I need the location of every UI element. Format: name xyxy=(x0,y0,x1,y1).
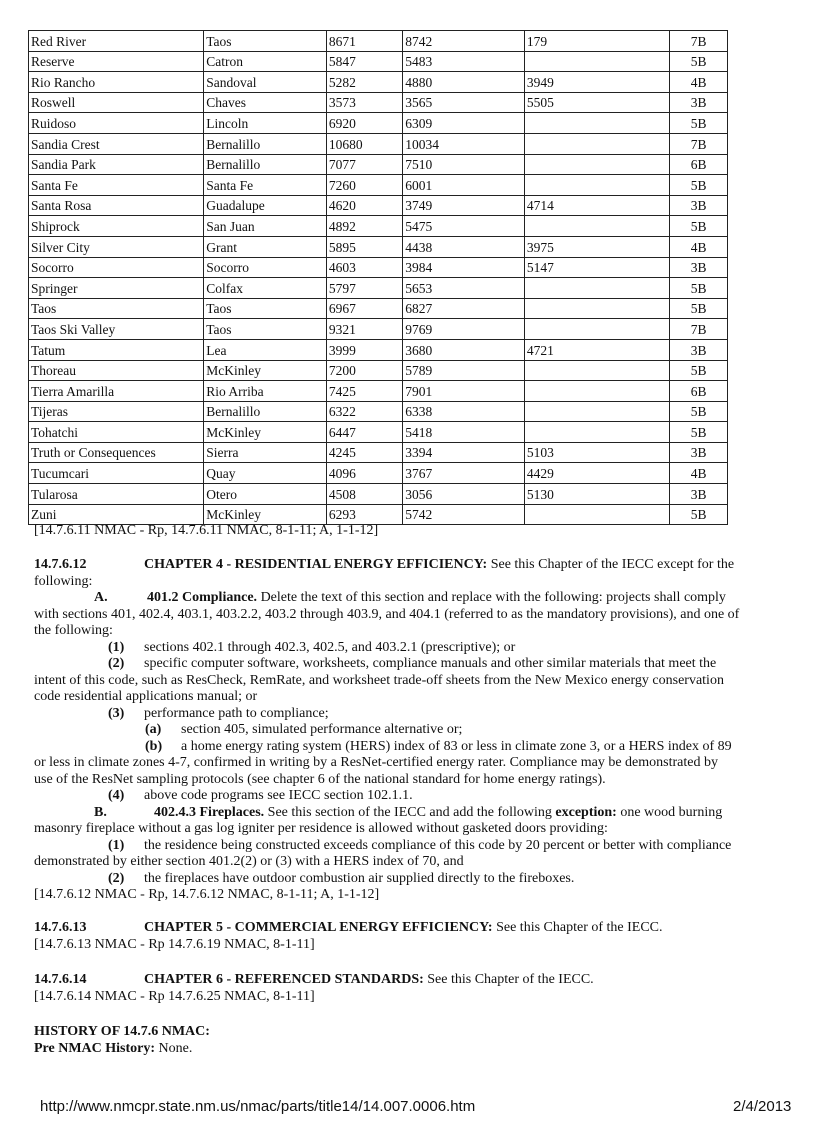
value3-cell: 5130 xyxy=(524,484,669,505)
section-text: See this Chapter of the IECC. xyxy=(496,920,663,935)
table-row xyxy=(29,442,728,463)
value3-cell: 5505 xyxy=(524,92,669,113)
history-block xyxy=(34,1024,782,1057)
county-cell: Santa Fe xyxy=(204,175,327,196)
county-cell: McKinley xyxy=(204,504,327,525)
climate-zone-cell: 6B xyxy=(670,381,728,402)
value2-cell: 5653 xyxy=(403,278,525,299)
table-row xyxy=(29,422,728,443)
city-cell: Socorro xyxy=(29,257,204,278)
value3-cell: 4714 xyxy=(524,195,669,216)
section-13-history: [14.7.6.13 NMAC - Rp 14.7.6.19 NMAC, 8-1-11] xyxy=(34,936,315,952)
subsection-a-text-3: the following: xyxy=(34,623,113,638)
county-cell: Socorro xyxy=(204,257,327,278)
value2-cell: 3767 xyxy=(403,463,525,484)
table-row xyxy=(29,154,728,175)
value2-cell: 6309 xyxy=(403,113,525,134)
city-cell: Truth or Consequences xyxy=(29,442,204,463)
value2-cell: 7510 xyxy=(403,154,525,175)
table-row xyxy=(29,216,728,237)
county-cell: McKinley xyxy=(204,360,327,381)
climate-zone-cell: 4B xyxy=(670,463,728,484)
section-intro-cont: following: xyxy=(34,573,93,589)
item-1 xyxy=(34,640,782,657)
item-3a xyxy=(34,722,782,739)
city-cell: Santa Fe xyxy=(29,175,204,196)
item-3a-text: section 405, simulated performance alternative or; xyxy=(181,722,463,737)
county-cell: Taos xyxy=(204,31,327,52)
climate-zone-cell: 5B xyxy=(670,113,728,134)
subsection-a-title: 401.2 Compliance. xyxy=(147,590,258,605)
section-number: 14.7.6.12 xyxy=(34,557,87,572)
elevation-cell: 4620 xyxy=(326,195,402,216)
climate-zone-cell: 3B xyxy=(670,484,728,505)
climate-zone-cell: 4B xyxy=(670,236,728,257)
elevation-cell: 8671 xyxy=(326,31,402,52)
city-cell: Tularosa xyxy=(29,484,204,505)
subsection-b-text: See this section of the IECC and add the following xyxy=(267,804,552,820)
b-item-2-label: (2) xyxy=(108,870,125,886)
elevation-cell: 3573 xyxy=(326,92,402,113)
subsection-b-label: B. xyxy=(94,804,107,820)
county-cell: Lea xyxy=(204,339,327,360)
value2-cell: 5483 xyxy=(403,51,525,72)
county-cell: Colfax xyxy=(204,278,327,299)
county-cell: Bernalillo xyxy=(204,154,327,175)
city-cell: Sandia Crest xyxy=(29,133,204,154)
table-row xyxy=(29,298,728,319)
climate-zone-cell: 3B xyxy=(670,92,728,113)
value2-cell: 5789 xyxy=(403,360,525,381)
subsection-a-text: Delete the text of this section and replace with the following: projects shall comply xyxy=(260,590,726,605)
subsection-b-title: 402.4.3 Fireplaces. xyxy=(154,804,265,820)
climate-zone-cell: 5B xyxy=(670,298,728,319)
table-row xyxy=(29,72,728,93)
climate-zone-cell: 5B xyxy=(670,278,728,299)
item-1-label: (1) xyxy=(108,639,125,655)
table-row xyxy=(29,484,728,505)
subsection-a-text-2: with sections 401, 402.4, 403.1, 403.2.2, 403.2 through 403.9, and 404.1 (referred to as the mandatory provisions), and one of xyxy=(34,606,740,622)
subsection-b-text-3: masonry fireplace without a gas log igniter per residence is allowed without gasketed doors providing: xyxy=(34,821,608,836)
city-cell: Tatum xyxy=(29,339,204,360)
elevation-cell: 7200 xyxy=(326,360,402,381)
section-12-history: [14.7.6.12 NMAC - Rp, 14.7.6.12 NMAC, 8-1-11; A, 1-1-12] xyxy=(34,887,380,902)
table-row xyxy=(29,401,728,422)
pre-nmac-label: Pre NMAC History: xyxy=(34,1040,156,1056)
city-cell: Red River xyxy=(29,31,204,52)
value2-cell: 4438 xyxy=(403,236,525,257)
county-cell: Guadalupe xyxy=(204,195,327,216)
county-cell: Rio Arriba xyxy=(204,381,327,402)
value3-cell xyxy=(524,422,669,443)
item-2-text: specific computer software, worksheets, compliance manuals and other similar materials that meet the xyxy=(144,656,717,671)
table-row xyxy=(29,92,728,113)
city-cell: Tijeras xyxy=(29,401,204,422)
city-cell: Zuni xyxy=(29,504,204,525)
elevation-cell: 5847 xyxy=(326,51,402,72)
county-cell: McKinley xyxy=(204,422,327,443)
elevation-cell: 4603 xyxy=(326,257,402,278)
city-cell: Roswell xyxy=(29,92,204,113)
value2-cell: 3565 xyxy=(403,92,525,113)
city-cell: Reserve xyxy=(29,51,204,72)
value2-cell: 7901 xyxy=(403,381,525,402)
table-row xyxy=(29,51,728,72)
subsection-b-exception: exception: xyxy=(555,804,617,820)
subsection-b xyxy=(34,805,782,822)
value3-cell xyxy=(524,51,669,72)
climate-zone-cell: 6B xyxy=(670,154,728,175)
value2-cell: 4880 xyxy=(403,72,525,93)
section-title: CHAPTER 5 - COMMERCIAL ENERGY EFFICIENCY: xyxy=(144,920,493,935)
value3-cell xyxy=(524,133,669,154)
elevation-cell: 6967 xyxy=(326,298,402,319)
county-cell: San Juan xyxy=(204,216,327,237)
county-cell: Taos xyxy=(204,298,327,319)
section-heading-line xyxy=(34,557,782,574)
value3-cell: 5147 xyxy=(524,257,669,278)
elevation-cell: 10680 xyxy=(326,133,402,154)
section-14-7-6-13 xyxy=(34,920,782,953)
county-cell: Quay xyxy=(204,463,327,484)
climate-zone-cell: 3B xyxy=(670,257,728,278)
value2-cell: 3749 xyxy=(403,195,525,216)
table-row xyxy=(29,463,728,484)
value3-cell xyxy=(524,175,669,196)
value3-cell xyxy=(524,298,669,319)
county-cell: Grant xyxy=(204,236,327,257)
item-3 xyxy=(34,706,782,723)
b-item-1-text: the residence being constructed exceeds compliance of this code by 20 percent or better with compliance xyxy=(144,837,732,853)
table-row xyxy=(29,504,728,525)
city-cell: Taos Ski Valley xyxy=(29,319,204,340)
section-intro: See this Chapter of the IECC except for the xyxy=(490,557,735,572)
city-cell: Sandia Park xyxy=(29,154,204,175)
climate-zone-cell: 3B xyxy=(670,339,728,360)
city-cell: Shiprock xyxy=(29,216,204,237)
climate-zone-cell: 7B xyxy=(670,319,728,340)
footer-url[interactable]: http://www.nmcpr.state.nm.us/nmac/parts/title14/14.007.0006.htm xyxy=(40,1098,476,1115)
section-text: See this Chapter of the IECC. xyxy=(427,972,594,987)
county-cell: Bernalillo xyxy=(204,401,327,422)
climate-zone-cell: 5B xyxy=(670,401,728,422)
b-item-1-label: (1) xyxy=(108,837,125,853)
value3-cell xyxy=(524,360,669,381)
table-row xyxy=(29,195,728,216)
item-4-label: (4) xyxy=(108,788,125,803)
county-cell: Sandoval xyxy=(204,72,327,93)
elevation-cell: 7077 xyxy=(326,154,402,175)
item-1-text: sections 402.1 through 402.3, 402.5, and 403.2.1 (prescriptive); or xyxy=(144,639,516,655)
value2-cell: 6001 xyxy=(403,175,525,196)
city-cell: Tucumcari xyxy=(29,463,204,484)
section-14-7-6-14 xyxy=(34,972,782,1005)
climate-zone-cell: 5B xyxy=(670,51,728,72)
b-item-2-text: the fireplaces have outdoor combustion air supplied directly to the fireboxes. xyxy=(144,870,575,886)
section-title: CHAPTER 4 - RESIDENTIAL ENERGY EFFICIENCY: xyxy=(144,557,488,572)
value3-cell: 3975 xyxy=(524,236,669,257)
elevation-cell: 4508 xyxy=(326,484,402,505)
table-row xyxy=(29,360,728,381)
climate-zone-cell: 3B xyxy=(670,442,728,463)
item-3-text: performance path to compliance; xyxy=(144,705,329,721)
table-row xyxy=(29,175,728,196)
climate-zone-cell: 5B xyxy=(670,216,728,237)
elevation-cell: 5797 xyxy=(326,278,402,299)
climate-zone-table xyxy=(28,30,728,525)
value3-cell: 4721 xyxy=(524,339,669,360)
county-cell: Lincoln xyxy=(204,113,327,134)
section-heading-line xyxy=(34,972,782,989)
item-3-label: (3) xyxy=(108,705,125,721)
climate-zone-cell: 5B xyxy=(670,504,728,525)
value3-cell xyxy=(524,319,669,340)
value3-cell xyxy=(524,381,669,402)
county-cell: Taos xyxy=(204,319,327,340)
value2-cell: 5742 xyxy=(403,504,525,525)
table-row xyxy=(29,339,728,360)
item-3a-label: (a) xyxy=(145,722,162,737)
climate-zone-cell: 5B xyxy=(670,175,728,196)
item-3b-text-3: use of the ResNet sampling protocols (see chapter 6 of the national standard for home energy ratings). xyxy=(34,771,606,787)
section-number: 14.7.6.13 xyxy=(34,920,87,935)
elevation-cell: 5282 xyxy=(326,72,402,93)
value2-cell: 3394 xyxy=(403,442,525,463)
item-2 xyxy=(34,656,782,673)
value3-cell xyxy=(524,216,669,237)
county-cell: Bernalillo xyxy=(204,133,327,154)
elevation-cell: 6322 xyxy=(326,401,402,422)
city-cell: Tohatchi xyxy=(29,422,204,443)
section-heading-line xyxy=(34,920,782,937)
table-row xyxy=(29,319,728,340)
table-history-note: [14.7.6.11 NMAC - Rp, 14.7.6.11 NMAC, 8-1-11; A, 1-1-12] xyxy=(34,523,379,538)
section-title: CHAPTER 6 - REFERENCED STANDARDS: xyxy=(144,972,424,987)
value3-cell: 3949 xyxy=(524,72,669,93)
elevation-cell: 7260 xyxy=(326,175,402,196)
table-row xyxy=(29,236,728,257)
value3-cell: 4429 xyxy=(524,463,669,484)
table-row xyxy=(29,257,728,278)
value3-cell xyxy=(524,504,669,525)
elevation-cell: 6293 xyxy=(326,504,402,525)
climate-zone-cell: 5B xyxy=(670,422,728,443)
pre-nmac-value: None. xyxy=(158,1040,193,1056)
value2-cell: 10034 xyxy=(403,133,525,154)
subsection-b-text-2: one wood burning xyxy=(620,804,723,820)
city-cell: Ruidoso xyxy=(29,113,204,134)
elevation-cell: 4245 xyxy=(326,442,402,463)
value2-cell: 5475 xyxy=(403,216,525,237)
item-2-text-2: intent of this code, such as ResCheck, RemRate, and worksheet trade-off sheets from the New Mexico energy conservation xyxy=(34,672,724,688)
climate-zone-cell: 5B xyxy=(670,360,728,381)
value2-cell: 3056 xyxy=(403,484,525,505)
value2-cell: 9769 xyxy=(403,319,525,340)
elevation-cell: 6447 xyxy=(326,422,402,443)
city-cell: Springer xyxy=(29,278,204,299)
county-cell: Catron xyxy=(204,51,327,72)
city-cell: Thoreau xyxy=(29,360,204,381)
city-cell: Santa Rosa xyxy=(29,195,204,216)
value2-cell: 3984 xyxy=(403,257,525,278)
item-3b-text-2: or less in climate zones 4-7, confirmed in writing by a ResNet-certified energy rater. Compliance may be demonstrated by xyxy=(34,755,718,770)
value3-cell: 179 xyxy=(524,31,669,52)
section-number: 14.7.6.14 xyxy=(34,972,87,987)
elevation-cell: 3999 xyxy=(326,339,402,360)
value2-cell: 3680 xyxy=(403,339,525,360)
item-4-text: above code programs see IECC section 102.1.1. xyxy=(144,788,413,803)
value3-cell xyxy=(524,113,669,134)
city-cell: Silver City xyxy=(29,236,204,257)
value3-cell xyxy=(524,154,669,175)
value3-cell xyxy=(524,401,669,422)
county-cell: Chaves xyxy=(204,92,327,113)
county-cell: Otero xyxy=(204,484,327,505)
table-row xyxy=(29,113,728,134)
climate-zone-cell: 7B xyxy=(670,31,728,52)
elevation-cell: 4892 xyxy=(326,216,402,237)
city-cell: Tierra Amarilla xyxy=(29,381,204,402)
city-cell: Taos xyxy=(29,298,204,319)
elevation-cell: 6920 xyxy=(326,113,402,134)
elevation-cell: 9321 xyxy=(326,319,402,340)
table-row xyxy=(29,278,728,299)
subsection-a-label: A. xyxy=(94,590,108,605)
b-item-1 xyxy=(34,838,782,855)
value2-cell: 6827 xyxy=(403,298,525,319)
b-item-1-text-2: demonstrated by either section 401.2(2) or (3) with a HERS index of 70, and xyxy=(34,854,464,869)
value2-cell: 5418 xyxy=(403,422,525,443)
elevation-cell: 4096 xyxy=(326,463,402,484)
b-item-2 xyxy=(34,871,782,888)
item-4 xyxy=(34,788,782,805)
elevation-cell: 5895 xyxy=(326,236,402,257)
elevation-cell: 7425 xyxy=(326,381,402,402)
item-3b xyxy=(34,739,782,756)
subsection-a xyxy=(34,590,782,607)
value3-cell xyxy=(524,278,669,299)
value3-cell: 5103 xyxy=(524,442,669,463)
history-heading: HISTORY OF 14.7.6 NMAC: xyxy=(34,1024,210,1039)
value2-cell: 6338 xyxy=(403,401,525,422)
item-3b-text: a home energy rating system (HERS) index of 83 or less in climate zone 3, or a HERS index of 89 xyxy=(181,738,732,754)
value2-cell: 8742 xyxy=(403,31,525,52)
item-2-text-3: code residential applications manual; or xyxy=(34,689,258,704)
city-cell: Rio Rancho xyxy=(29,72,204,93)
county-cell: Sierra xyxy=(204,442,327,463)
section-14-7-6-12 xyxy=(34,557,782,904)
table-row xyxy=(29,133,728,154)
section-14-history: [14.7.6.14 NMAC - Rp 14.7.6.25 NMAC, 8-1-11] xyxy=(34,988,315,1004)
table-row xyxy=(29,31,728,52)
climate-zone-cell: 3B xyxy=(670,195,728,216)
table-row xyxy=(29,381,728,402)
item-3b-label: (b) xyxy=(145,738,163,754)
climate-zone-table-body xyxy=(29,31,728,525)
footer-date: 2/4/2013 xyxy=(733,1098,792,1115)
item-2-label: (2) xyxy=(108,656,125,671)
climate-zone-cell: 7B xyxy=(670,133,728,154)
climate-zone-cell: 4B xyxy=(670,72,728,93)
